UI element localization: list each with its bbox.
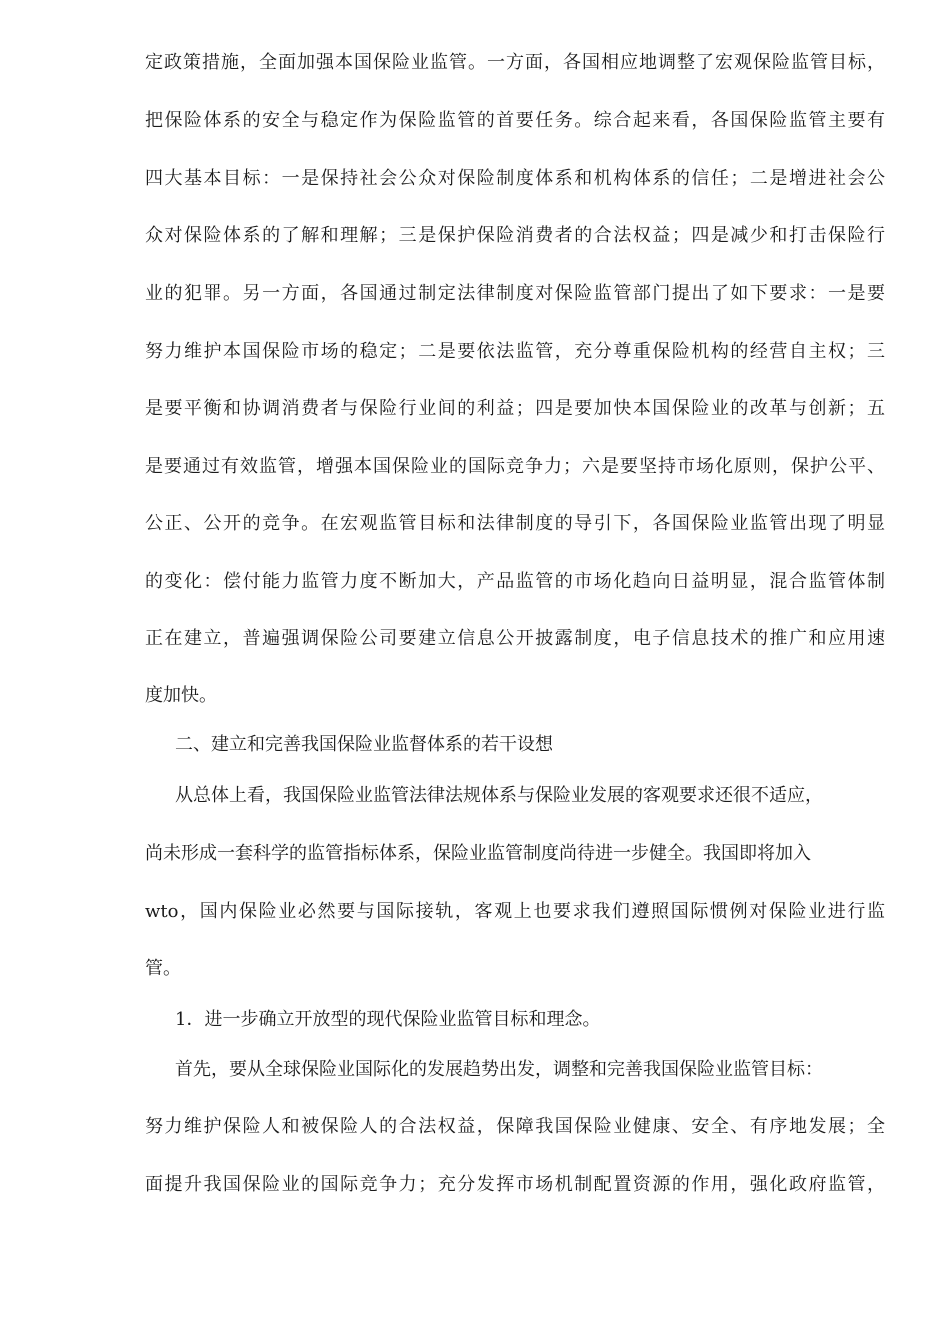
paragraph-line: 面提升我国保险业的国际竞争力；充分发挥市场机制配置资源的作用，强化政府监管， bbox=[145, 1174, 885, 1195]
paragraph-line: 努力维护保险人和被保险人的合法权益，保障我国保险业健康、安全、有序地发展；全 bbox=[145, 1116, 885, 1137]
paragraph-line: 四大基本目标：一是保持社会公众对保险制度体系和机构体系的信任；二是增进社会公 bbox=[145, 168, 885, 189]
paragraph-line: 的变化：偿付能力监管力度不断加大，产品监管的市场化趋向日益明显，混合监管体制 bbox=[145, 571, 885, 592]
paragraph-line: 管。 bbox=[145, 958, 181, 979]
paragraph-line: 定政策措施，全面加强本国保险业监管。一方面，各国相应地调整了宏观保险监管目标， bbox=[145, 52, 885, 73]
paragraph-line: 业的犯罪。另一方面，各国通过制定法律制度对保险监管部门提出了如下要求：一是要 bbox=[145, 283, 885, 304]
section-heading: 二、建立和完善我国保险业监督体系的若干设想 bbox=[175, 734, 553, 755]
paragraph-line: 众对保险体系的了解和理解；三是保护保险消费者的合法权益；四是减少和打击保险行 bbox=[145, 225, 885, 246]
subsection-heading: 1．进一步确立开放型的现代保险业监管目标和理念。 bbox=[175, 1009, 601, 1030]
paragraph-line: 把保险体系的安全与稳定作为保险监管的首要任务。综合起来看，各国保险监管主要有 bbox=[145, 110, 885, 131]
paragraph-line: 是要平衡和协调消费者与保险行业间的利益；四是要加快本国保险业的改革与创新；五 bbox=[145, 398, 885, 419]
paragraph-line: 公正、公开的竞争。在宏观监管目标和法律制度的导引下，各国保险业监管出现了明显 bbox=[145, 513, 885, 534]
paragraph-line: wto，国内保险业必然要与国际接轨，客观上也要求我们遵照国际惯例对保险业进行监 bbox=[145, 901, 885, 922]
paragraph-line: 尚未形成一套科学的监管指标体系，保险业监管制度尚待进一步健全。我国即将加入 bbox=[145, 843, 811, 864]
paragraph-line: 度加快。 bbox=[145, 685, 217, 706]
paragraph-line: 正在建立，普遍强调保险公司要建立信息公开披露制度，电子信息技术的推广和应用速 bbox=[145, 628, 885, 649]
paragraph-line: 是要通过有效监管，增强本国保险业的国际竞争力；六是要坚持市场化原则，保护公平、 bbox=[145, 456, 885, 477]
paragraph-line: 首先，要从全球保险业国际化的发展趋势出发，调整和完善我国保险业监管目标： bbox=[175, 1059, 823, 1080]
paragraph-line: 努力维护本国保险市场的稳定；二是要依法监管，充分尊重保险机构的经营自主权；三 bbox=[145, 341, 885, 362]
paragraph-line: 从总体上看，我国保险业监管法律法规体系与保险业发展的客观要求还很不适应， bbox=[175, 785, 823, 806]
